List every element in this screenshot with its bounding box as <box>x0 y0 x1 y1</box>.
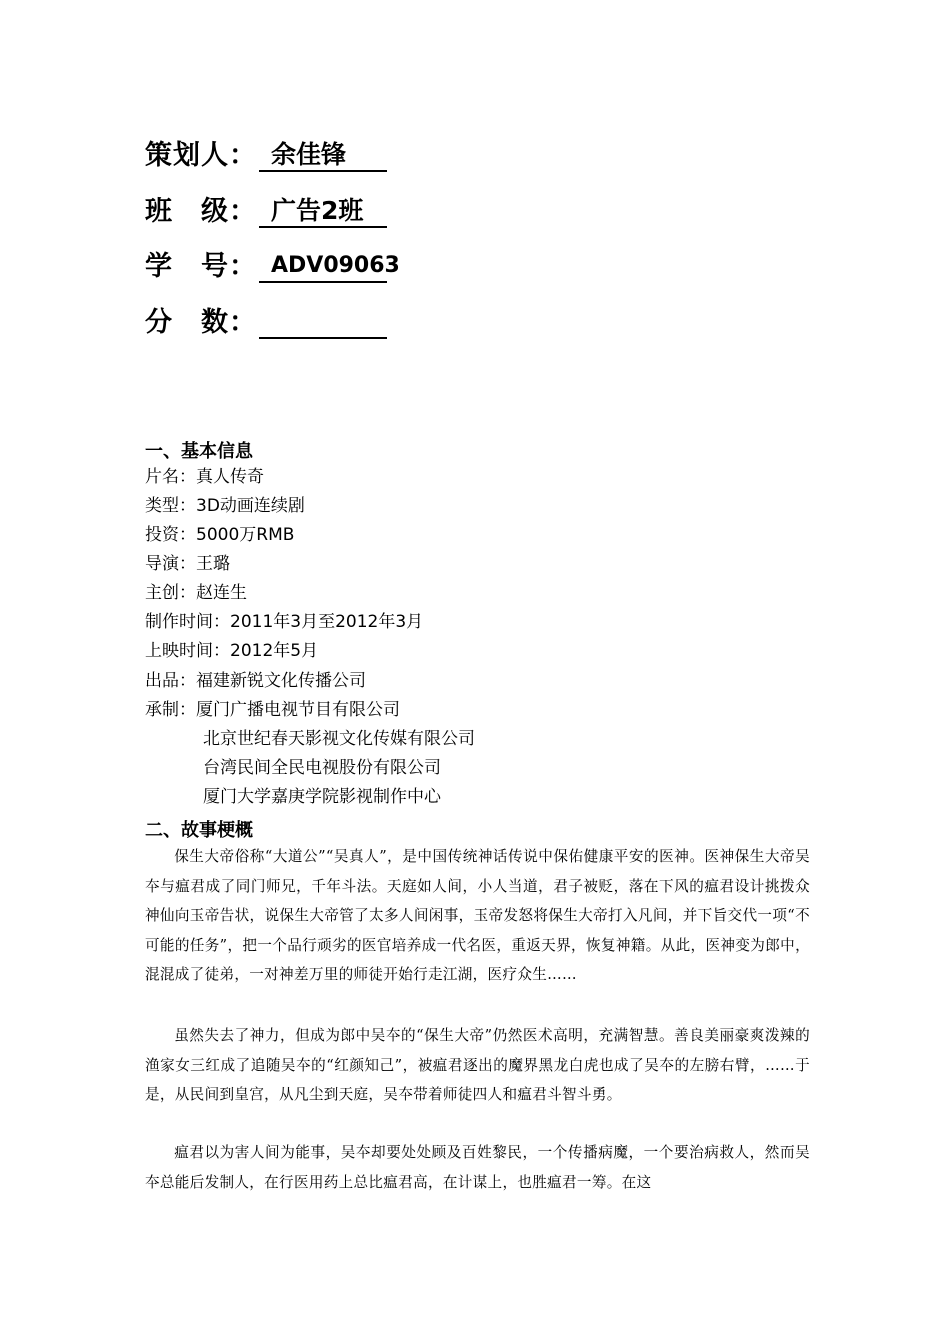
section-heading-basic-info: 一、基本信息 <box>145 441 253 462</box>
info-row: 出品：福建新锐文化传播公司 <box>145 671 366 691</box>
score-label: 分 数： <box>145 307 257 338</box>
planner-value: 余佳锋 <box>259 140 387 172</box>
info-row: 类型：3D动画连续剧 <box>145 496 305 516</box>
planner-row <box>145 132 387 172</box>
producer-continuation: 北京世纪春天影视文化传媒有限公司 <box>203 729 475 749</box>
synopsis-paragraph: 虽然失去了神力，但成为郎中吴夲的“保生大帝”仍然医术高明，充满智慧。善良美丽豪爽泼辣的渔家女三红成了追随吴夲的“红颜知己”，被瘟君逐出的魔界黑龙白虎也成了吴夲的左膀右臂，……于是，从民间到皇宫，从凡尘到天庭，吴夲带着师徒四人和瘟君斗智斗勇。 <box>145 1027 810 1103</box>
class-value: 广告2班 <box>259 196 387 228</box>
planner-label: 策划人： <box>145 140 257 171</box>
synopsis-paragraph: 保生大帝俗称“大道公”“吴真人”，是中国传统神话传说中保佑健康平安的医神。医神保生大帝吴夲与瘟君成了同门师兄，千年斗法。天庭如人间，小人当道，君子被贬，落在下风的瘟君设计挑拨众神仙向玉帝告状，说保生大帝管了太多人间闲事，玉帝发怒将保生大帝打入凡间，并下旨交代一项“不可能的任务”，把一个品行顽劣的医官培养成一代名医，重返天界，恢复神籍。从此，医神变为郎中，混混成了徒弟，一对神差万里的师徒开始行走江湖，医疗众生…… <box>145 848 810 983</box>
score-row <box>145 299 387 339</box>
class-label: 班 级： <box>145 196 257 227</box>
student-id-value: ADV09063 <box>259 251 387 283</box>
info-row: 上映时间：2012年5月 <box>145 641 319 661</box>
class-row <box>145 188 387 228</box>
info-row: 投资：5000万RMB <box>145 525 295 545</box>
producer-continuation: 厦门大学嘉庚学院影视制作中心 <box>203 787 441 807</box>
student-id-label: 学 号： <box>145 251 257 282</box>
info-row: 导演：王璐 <box>145 554 230 574</box>
info-row: 制作时间：2011年3月至2012年3月 <box>145 612 424 632</box>
synopsis-paragraph: 瘟君以为害人间为能事，吴夲却要处处顾及百姓黎民，一个传播病魔，一个要治病救人，然而吴夲总能后发制人，在行医用药上总比瘟君高，在计谋上，也胜瘟君一筹。在这 <box>145 1144 810 1191</box>
section-heading-synopsis: 二、故事梗概 <box>145 820 253 841</box>
info-row: 片名：真人传奇 <box>145 467 264 487</box>
producer-continuation: 台湾民间全民电视股份有限公司 <box>203 758 441 778</box>
student-id-row <box>145 243 400 283</box>
info-row: 主创：赵连生 <box>145 583 247 603</box>
info-row: 承制：厦门广播电视节目有限公司 <box>145 700 400 720</box>
score-value <box>259 307 387 339</box>
